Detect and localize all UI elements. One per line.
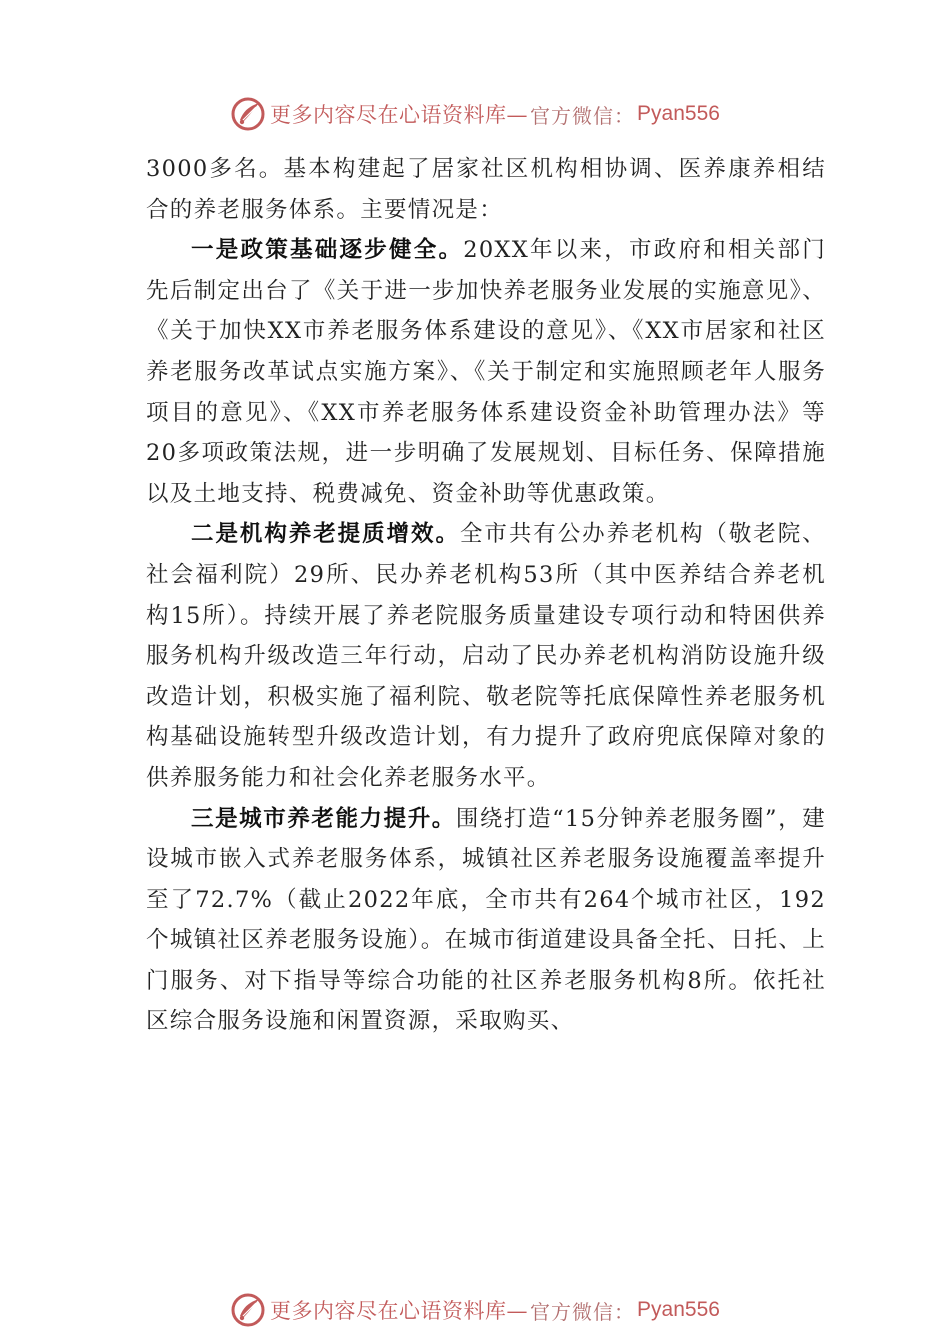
banner-wechat-label: 官方微信：	[530, 1299, 636, 1324]
banner-text: 更多内容尽在心语资料库—	[270, 103, 529, 127]
brand-logo-icon	[230, 96, 266, 132]
section-body-1: 20XX年以来，市政府和相关部门先后制定出台了《关于进一步加快养老服务业发展的实施意见》、《关于加快XX市养老服务体系建设的意见》、《XX市居家和社区养老服务改革试点实施方案》、《关于制定和实施照顾老年人服务项目的意见》、《XX市养老服务体系建设资金补助管理办法》等20多项政策法规，进一步明确了发展规划、目标任务、保障措施以及土地支持、税费减免、资金补助等优惠政策。	[146, 237, 827, 507]
document-body	[146, 149, 826, 1042]
header-banner	[0, 94, 950, 134]
section-body-3: 围绕打造“15分钟养老服务圈”，建设城市嵌入式养老服务体系，城镇社区养老服务设施覆盖率提升至了72.7%（截止2022年底，全市共有264个城市社区，192个城镇社区养老服务设施）。在城市街道建设具备全托、日托、上门服务、对下指导等综合功能的社区养老服务机构8所。依托社区综合服务设施和闲置资源，采取购买、	[146, 805, 826, 1035]
section-paragraph-2	[146, 514, 826, 798]
banner-text: 更多内容尽在心语资料库—	[270, 1299, 529, 1323]
section-body-2: 全市共有公办养老机构（敬老院、社会福利院）29所、民办养老机构53所（其中医养结合养老机构15所）。持续开展了养老院服务质量建设专项行动和特困供养服务机构升级改造三年行动，启动了民办养老机构消防设施升级改造计划，积极实施了福利院、敬老院等托底保障性养老服务机构基础设施转型升级改造计划，有力提升了政府兜底保障对象的供养服务能力和社会化养老服务水平。	[146, 521, 826, 791]
brand-logo-icon	[230, 1292, 266, 1328]
footer-banner	[0, 1290, 950, 1330]
section-paragraph-3	[146, 799, 826, 1043]
section-heading-1: 一是政策基础逐步健全。	[191, 237, 464, 264]
banner-wechat-id: Pyan556	[637, 102, 720, 125]
banner-wechat-id: Pyan556	[637, 1298, 720, 1321]
section-heading-2: 二是机构养老提质增效。	[191, 521, 460, 548]
section-paragraph-1	[146, 230, 826, 514]
section-heading-3: 三是城市养老能力提升。	[191, 805, 456, 832]
intro-paragraph: 3000多名。基本构建起了居家社区机构相协调、医养康养相结合的养老服务体系。主要情况是：	[146, 156, 826, 223]
banner-wechat-label: 官方微信：	[530, 103, 636, 128]
